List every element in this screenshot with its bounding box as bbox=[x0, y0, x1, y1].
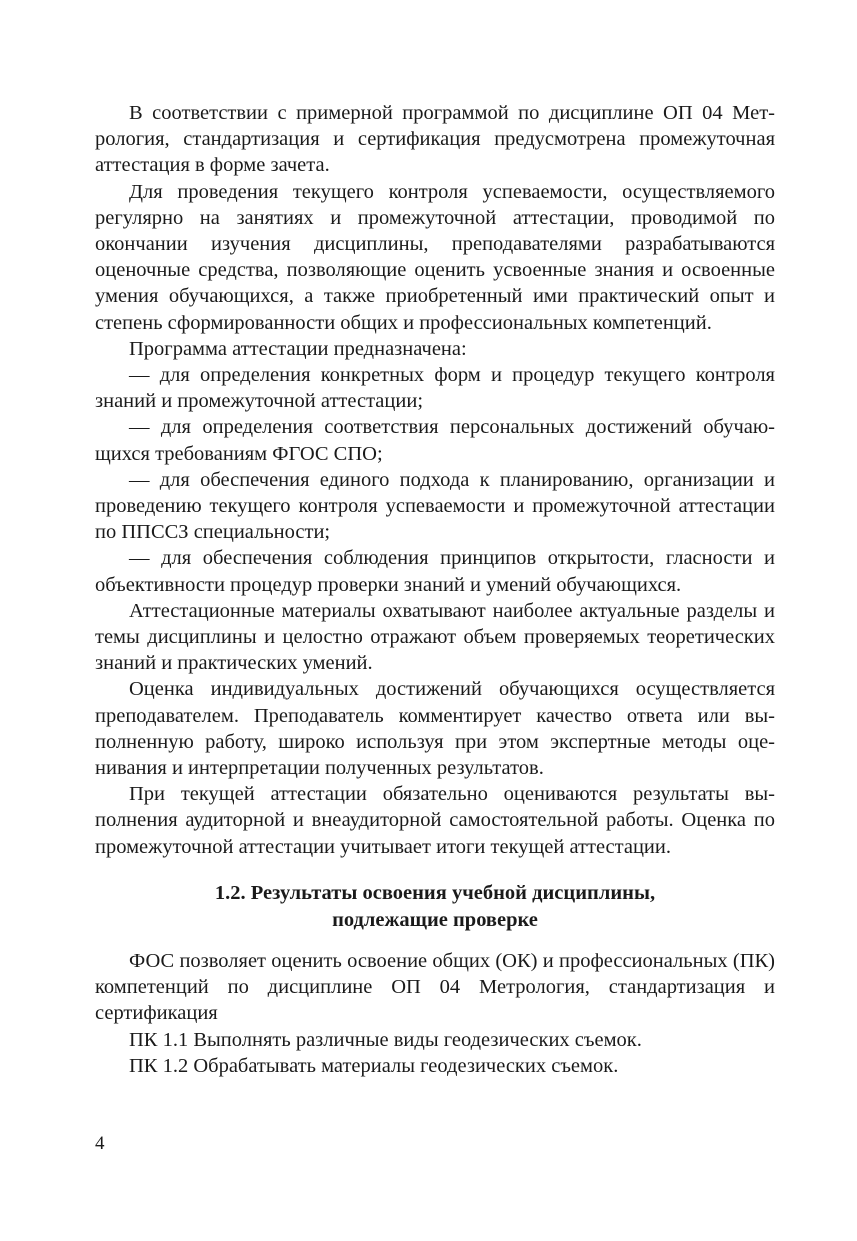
paragraph-individual-assessment: Оценка индивидуальных достижений обучающихся осуществляется преподавателем. Преподаватель комментирует качество ответа или выполненную работу, широко используя при этом экспертные методы оценивания и интерпретации полученных результатов. bbox=[95, 678, 775, 780]
section-heading-line-2: подлежащие проверке bbox=[332, 908, 538, 931]
list-item-purpose-3: — для обеспечения единого подхода к планированию, организации и проведению текущего контроля успеваемости и промежуточной аттестации по ППССЗ специальности; bbox=[95, 468, 775, 544]
paragraph-fos-competencies: ФОС позволяет оценить освоение общих (ОК) и профессиональных (ПК) компетенций по дисциплине ОП 04 Метрология, стандартизация и сертификация bbox=[95, 949, 775, 1025]
list-item-purpose-2: — для определения соответствия персональных достижений обучающихся требованиям ФГОС СПО; bbox=[95, 416, 775, 465]
competency-pk-1-1: ПК 1.1 Выполнять различные виды геодезических съемок. bbox=[129, 1028, 642, 1051]
paragraph-assessment-tools: Для проведения текущего контроля успеваемости, осуществляемого регулярно на занятиях и промежуточной аттестации, проводимой по окончании изучения дисциплины, преподавателями разрабатываются оценочные средства, позволяющие оценить усвоенные знания и освоенные умения обучающихся, а также приобретенный ими практический опыт и степень сформированности общих и профессиональных компетенций. bbox=[95, 180, 775, 334]
paragraph-program-intro: В соответствии с примерной программой по дисциплине ОП 04 Метрология, стандартизация и сертификация предусмотрена промежуточная аттестация в форме зачета. bbox=[95, 102, 775, 177]
page-number: 4 bbox=[95, 1133, 105, 1154]
competency-pk-1-2: ПК 1.2 Обрабатывать материалы геодезических съемок. bbox=[129, 1054, 619, 1077]
list-item-purpose-1: — для определения конкретных форм и процедур текущего контроля знаний и промежуточной аттестации; bbox=[95, 364, 775, 413]
section-heading-line-1: 1.2. Результаты освоения учебной дисциплины, bbox=[214, 881, 656, 904]
paragraph-attestation-materials: Аттестационные материалы охватывают наиболее актуальные разделы и темы дисциплины и целостно отражают объем проверяемых теоретических знаний и практических умений. bbox=[95, 599, 775, 675]
list-item-purpose-4: — для обеспечения соблюдения принципов открытости, гласности и объективности процедур проверки знаний и умений обучающихся. bbox=[95, 547, 775, 596]
document-page bbox=[95, 100, 775, 1079]
paragraph-program-purpose: Программа аттестации предназначена: bbox=[129, 337, 467, 360]
section-heading bbox=[95, 880, 775, 934]
paragraph-current-attestation: При текущей аттестации обязательно оцениваются результаты выполнения аудиторной и внеаудиторной самостоятельной работы. Оценка по промежуточной аттестации учитывает итоги текущей аттестации. bbox=[95, 783, 775, 858]
